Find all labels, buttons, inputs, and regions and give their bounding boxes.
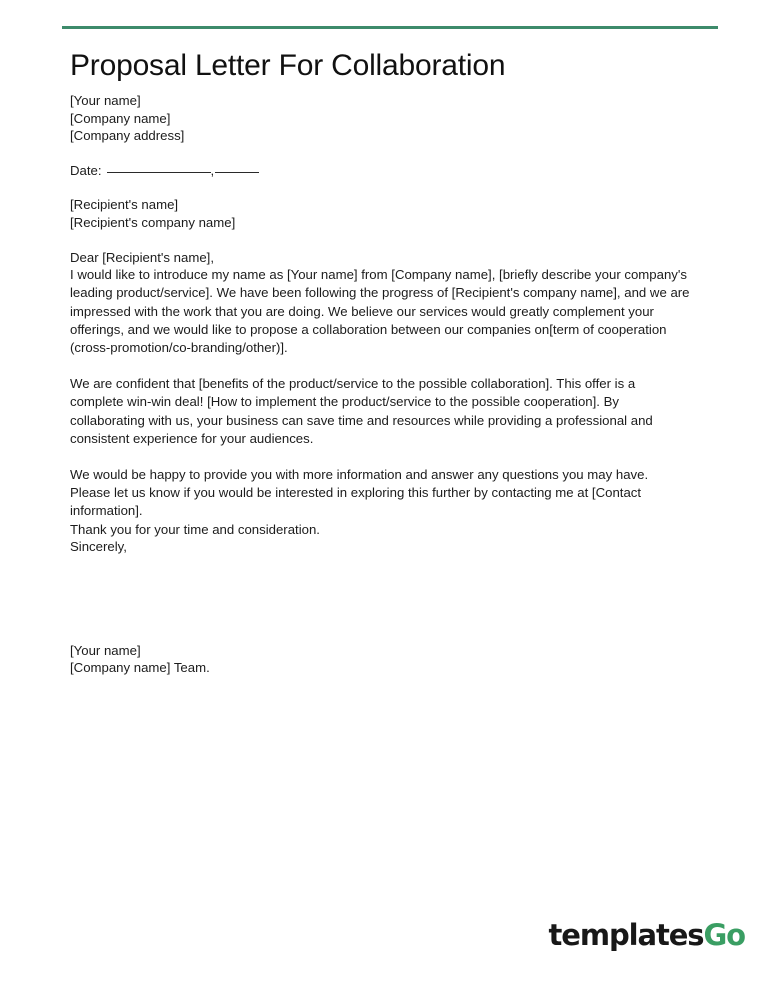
recipient-company: [Recipient's company name] xyxy=(70,214,236,230)
salutation: Dear [Recipient's name], xyxy=(70,249,214,265)
templatesgo-logo[interactable] xyxy=(549,920,745,950)
date-blank-year[interactable] xyxy=(215,172,259,173)
signature-name: [Your name] xyxy=(70,642,141,658)
letter-body xyxy=(70,48,692,677)
logo-text-accent: Go xyxy=(703,918,745,952)
paragraph-intro: I would like to introduce my name as [Your name] from [Company name], [briefly describe your company's leading product/service]. We have been following the progress of [Recipient's company name], and we are impressed with the work that you are doing. We believe our services would greatly complement your offerings, and we would like to propose a collaboration between our companies on[term of cooperation (cross-promotion/co-branding/other)]. xyxy=(70,267,690,355)
signature-space xyxy=(70,556,692,642)
page-title: Proposal Letter For Collaboration xyxy=(70,49,506,82)
sender-company: [Company name] xyxy=(70,110,171,126)
recipient-name: [Recipient's name] xyxy=(70,197,179,213)
signature-team: [Company name] Team. xyxy=(70,660,210,676)
spacer xyxy=(70,448,692,466)
header-accent-rule xyxy=(62,26,718,29)
spacer xyxy=(70,232,692,249)
closing-block xyxy=(70,521,692,556)
sender-address-block xyxy=(70,92,692,145)
date-label: Date: xyxy=(70,162,102,178)
paragraph-followup: We would be happy to provide you with more information and answer any questions you may have. Please let us know if you would be interested in exploring this further by contacting me at [Contact information]. xyxy=(70,466,649,519)
date-separator: , xyxy=(210,162,215,178)
spacer xyxy=(70,357,692,375)
spacer xyxy=(70,179,692,196)
recipient-address-block xyxy=(70,196,692,231)
signature-block xyxy=(70,642,692,677)
logo-text-primary: templates xyxy=(548,918,704,952)
paragraph-benefits: We are confident that [benefits of the product/service to the possible collaboration]. This offer is a complete win-win deal! [How to implement the product/service to the possible cooperation]. By collaborating with us, your business can save time and resources while providing a professional and consistent experience for your audiences. xyxy=(70,376,653,446)
closing-signoff: Sincerely, xyxy=(70,539,127,555)
date-line xyxy=(70,162,692,180)
date-blank-primary[interactable] xyxy=(107,172,211,173)
sender-name: [Your name] xyxy=(70,93,141,108)
sender-address: [Company address] xyxy=(70,128,185,144)
closing-thanks: Thank you for your time and consideration. xyxy=(70,521,320,537)
spacer xyxy=(70,145,692,162)
